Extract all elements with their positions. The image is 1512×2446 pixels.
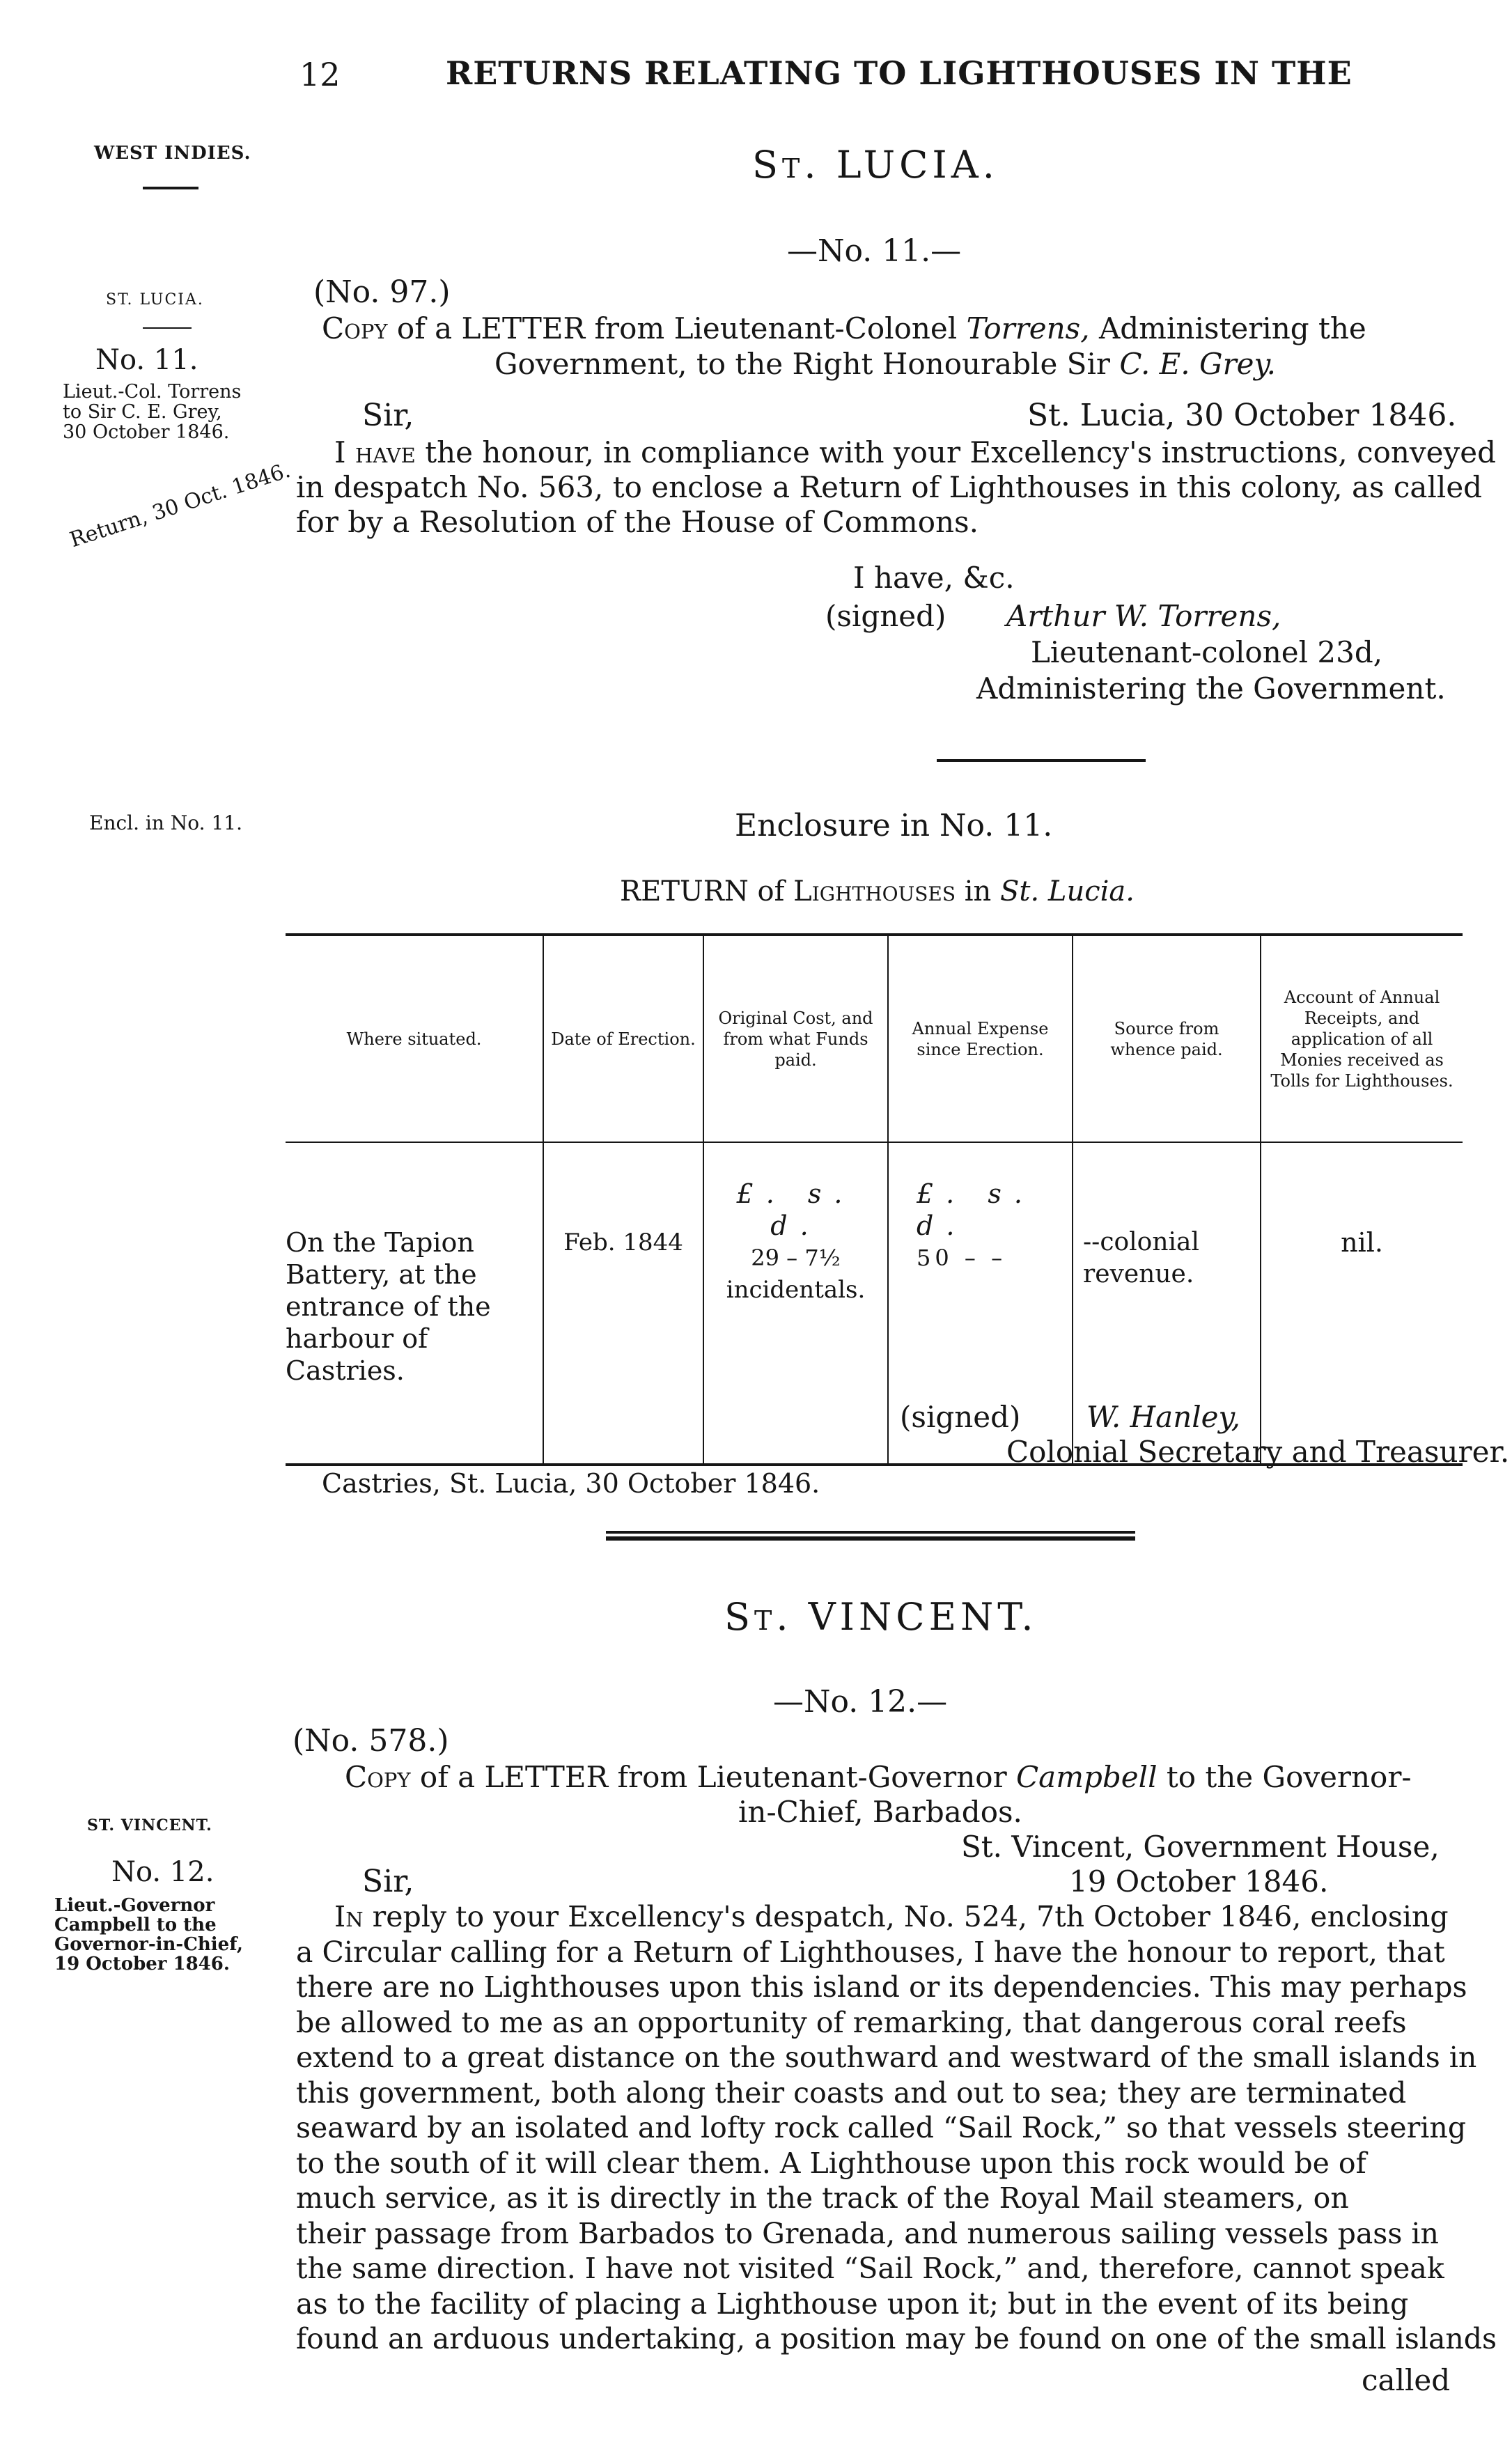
signed-label: (signed) xyxy=(825,599,946,633)
paragraph-line: as to the facility of placing a Lighthouse upon it; but in the event of its being xyxy=(296,2287,1409,2321)
table-header-row xyxy=(286,935,1463,1142)
copy-lead: Copy xyxy=(345,1760,411,1794)
enclosure-signed-label: (signed) xyxy=(900,1400,1021,1434)
paragraph-line: be allowed to me as an opportunity of remarking, that dangerous coral reefs xyxy=(296,2005,1407,2039)
column-header: Where situated. xyxy=(286,935,543,1142)
margin-st-vincent-note xyxy=(54,1896,284,1974)
cell-where-situated: On the Tapion Battery, at the entrance of the harbour of Castries. xyxy=(286,1142,543,1465)
title-main: LUCIA. xyxy=(836,143,999,187)
margin-st-vincent-head: ST. VINCENT. xyxy=(87,1816,212,1834)
paragraph-line: extend to a great distance on the southward and westward of the small islands in xyxy=(296,2041,1477,2074)
salutation: Sir, xyxy=(362,1864,414,1899)
paragraph-line: a Circular calling for a Return of Lighthouses, I have the honour to report, that xyxy=(296,1935,1445,1969)
return-title xyxy=(620,875,1135,907)
title-main: VINCENT. xyxy=(808,1595,1038,1639)
margin-note-line: Lieut.-Governor xyxy=(54,1895,215,1916)
enclosure-signer-name: W. Hanley, xyxy=(1086,1400,1241,1434)
margin-divider xyxy=(143,327,192,329)
column-header: Account of Annual Receipts, and application of all Monies received as Tolls for Lighthouses. xyxy=(1261,935,1463,1142)
letter-paragraph xyxy=(296,1899,1497,2357)
annual-amount: 50 – – xyxy=(917,1245,1007,1271)
section-divider xyxy=(606,1536,1135,1541)
margin-st-lucia-head: ST. LUCIA. xyxy=(106,291,204,309)
signer-name: Arthur W. Torrens, xyxy=(1006,599,1281,633)
return-place: St. Lucia. xyxy=(999,875,1135,907)
return-in: in xyxy=(956,875,1000,907)
margin-note-line: Campbell to the xyxy=(54,1915,217,1935)
para-lead: I have xyxy=(334,435,416,469)
return-lead: RETURN of xyxy=(620,875,794,907)
letter-date: 19 October 1846. xyxy=(1069,1864,1329,1899)
copy-text: of a LETTER from Lieutenant-Colonel xyxy=(387,311,967,345)
signer-role: Administering the Government. xyxy=(976,671,1446,706)
page-number: 12 xyxy=(299,56,341,93)
cost-amount: 29 – 7½ xyxy=(751,1245,841,1271)
letter-paragraph xyxy=(296,435,1496,540)
return-date-stamp: Return, 30 Oct. 1846. xyxy=(67,458,294,553)
lighthouse-return-table xyxy=(286,933,1463,1466)
column-header: Annual Expense since Erection. xyxy=(888,935,1073,1142)
money-units: £. s. d. xyxy=(917,1178,1035,1241)
column-header: Date of Erection. xyxy=(543,935,703,1142)
paragraph-line: there are no Lighthouses upon this island or its dependencies. This may perhaps xyxy=(296,1970,1467,2004)
copy-heading-line1 xyxy=(345,1760,1412,1795)
paragraph-line: seaward by an isolated and lofty rock called “Sail Rock,” so that vessels steering xyxy=(296,2111,1467,2144)
person-name: Campbell xyxy=(1016,1760,1158,1794)
running-title: RETURNS RELATING TO LIGHTHOUSES IN THE xyxy=(446,54,1353,92)
cell-source: --colonial revenue. xyxy=(1073,1142,1261,1465)
person-name: Torrens, xyxy=(966,311,1090,345)
copy-text: Administering the xyxy=(1089,311,1366,345)
margin-note-line: Governor-in-Chief, xyxy=(54,1934,243,1955)
margin-st-lucia-no: No. 11. xyxy=(95,344,198,376)
margin-note-line: Lieut.-Col. Torrens xyxy=(63,381,242,403)
copy-heading-line1 xyxy=(322,311,1366,346)
enclosure-signer-title: Colonial Secretary and Treasurer. xyxy=(1006,1435,1510,1469)
margin-region: WEST INDIES. xyxy=(94,143,251,164)
copy-lead: Copy xyxy=(322,311,388,345)
line-text: reply to your Excellency's despatch, No. 524, 7th October 1846, enclosing xyxy=(363,1900,1449,1933)
margin-enclosure-note: Encl. in No. 11. xyxy=(89,811,242,834)
cell-date-erection: Feb. 1844 xyxy=(543,1142,703,1465)
copy-text: Government, to the Right Honourable Sir xyxy=(494,347,1120,381)
copy-text: of a LETTER from Lieutenant-Governor xyxy=(410,1760,1017,1794)
paragraph-line: to the south of it will clear them. A Lighthouse upon this rock would be of xyxy=(296,2146,1366,2180)
money-units: £. s. d. xyxy=(736,1178,855,1241)
despatch-number: (No. 97.) xyxy=(313,274,451,310)
margin-divider xyxy=(143,187,198,189)
margin-note-line: 30 October 1846. xyxy=(63,421,230,443)
enclosure-place-date: Castries, St. Lucia, 30 October 1846. xyxy=(322,1468,820,1499)
section-divider xyxy=(606,1531,1135,1534)
letter-number: —No. 11.— xyxy=(787,233,962,269)
return-subject: Lighthouses xyxy=(793,875,956,907)
margin-st-vincent-no: No. 12. xyxy=(111,1856,215,1888)
line-text: the honour, in compliance with your Excellency's instructions, conveyed xyxy=(415,435,1496,469)
signer-title: Lieutenant-colonel 23d, xyxy=(1031,635,1383,669)
closing: I have, &c. xyxy=(853,561,1015,595)
paragraph-line: this government, both along their coasts and out to sea; they are terminated xyxy=(296,2075,1407,2110)
place-date: St. Lucia, 30 October 1846. xyxy=(1027,398,1457,433)
section-title-st-vincent xyxy=(724,1595,1038,1639)
salutation: Sir, xyxy=(362,398,414,433)
copy-heading-line2 xyxy=(494,347,1276,382)
column-header: Source from whence paid. xyxy=(1073,935,1261,1142)
copy-heading-line2: in-Chief, Barbados. xyxy=(738,1795,1022,1829)
paragraph-line: for by a Resolution of the House of Commons. xyxy=(296,505,979,539)
letter-number: —No. 12.— xyxy=(773,1684,948,1720)
copy-text: to the Governor- xyxy=(1157,1760,1412,1794)
cost-note: incidentals. xyxy=(726,1276,866,1304)
paragraph-line xyxy=(296,435,1496,470)
cell-original-cost xyxy=(703,1142,888,1465)
title-prefix: St. xyxy=(724,1595,793,1639)
place: St. Vincent, Government House, xyxy=(961,1830,1440,1864)
margin-note-line: to Sir C. E. Grey, xyxy=(63,401,222,423)
margin-note-line: 19 October 1846. xyxy=(54,1954,230,1974)
despatch-number: (No. 578.) xyxy=(293,1723,449,1759)
title-prefix: St. xyxy=(752,143,820,187)
paragraph-line: the same direction. I have not visited “Sail Rock,” and, therefore, cannot speak xyxy=(296,2252,1444,2285)
paragraph-line: found an arduous undertaking, a position may be found on one of the small islands xyxy=(296,2322,1497,2355)
paragraph-line xyxy=(296,1899,1473,1935)
margin-st-lucia-note xyxy=(63,382,293,442)
enclosure-heading: Enclosure in No. 11. xyxy=(735,808,1053,843)
column-header: Original Cost, and from what Funds paid. xyxy=(703,935,888,1142)
cell-account: nil. xyxy=(1261,1142,1463,1465)
section-title-st-lucia xyxy=(752,143,999,187)
section-divider xyxy=(937,759,1146,762)
table-row xyxy=(286,1142,1463,1465)
paragraph-line: much service, as it is directly in the track of the Royal Mail steamers, on xyxy=(296,2181,1349,2215)
paragraph-line: their passage from Barbados to Grenada, and numerous sailing vessels pass in xyxy=(296,2216,1439,2250)
catchword: called xyxy=(1362,2363,1451,2397)
paragraph-line: in despatch No. 563, to enclose a Return of Lighthouses in this colony, as called xyxy=(296,470,1483,504)
person-name: C. E. Grey. xyxy=(1119,347,1276,381)
para-lead: In xyxy=(334,1900,364,1933)
